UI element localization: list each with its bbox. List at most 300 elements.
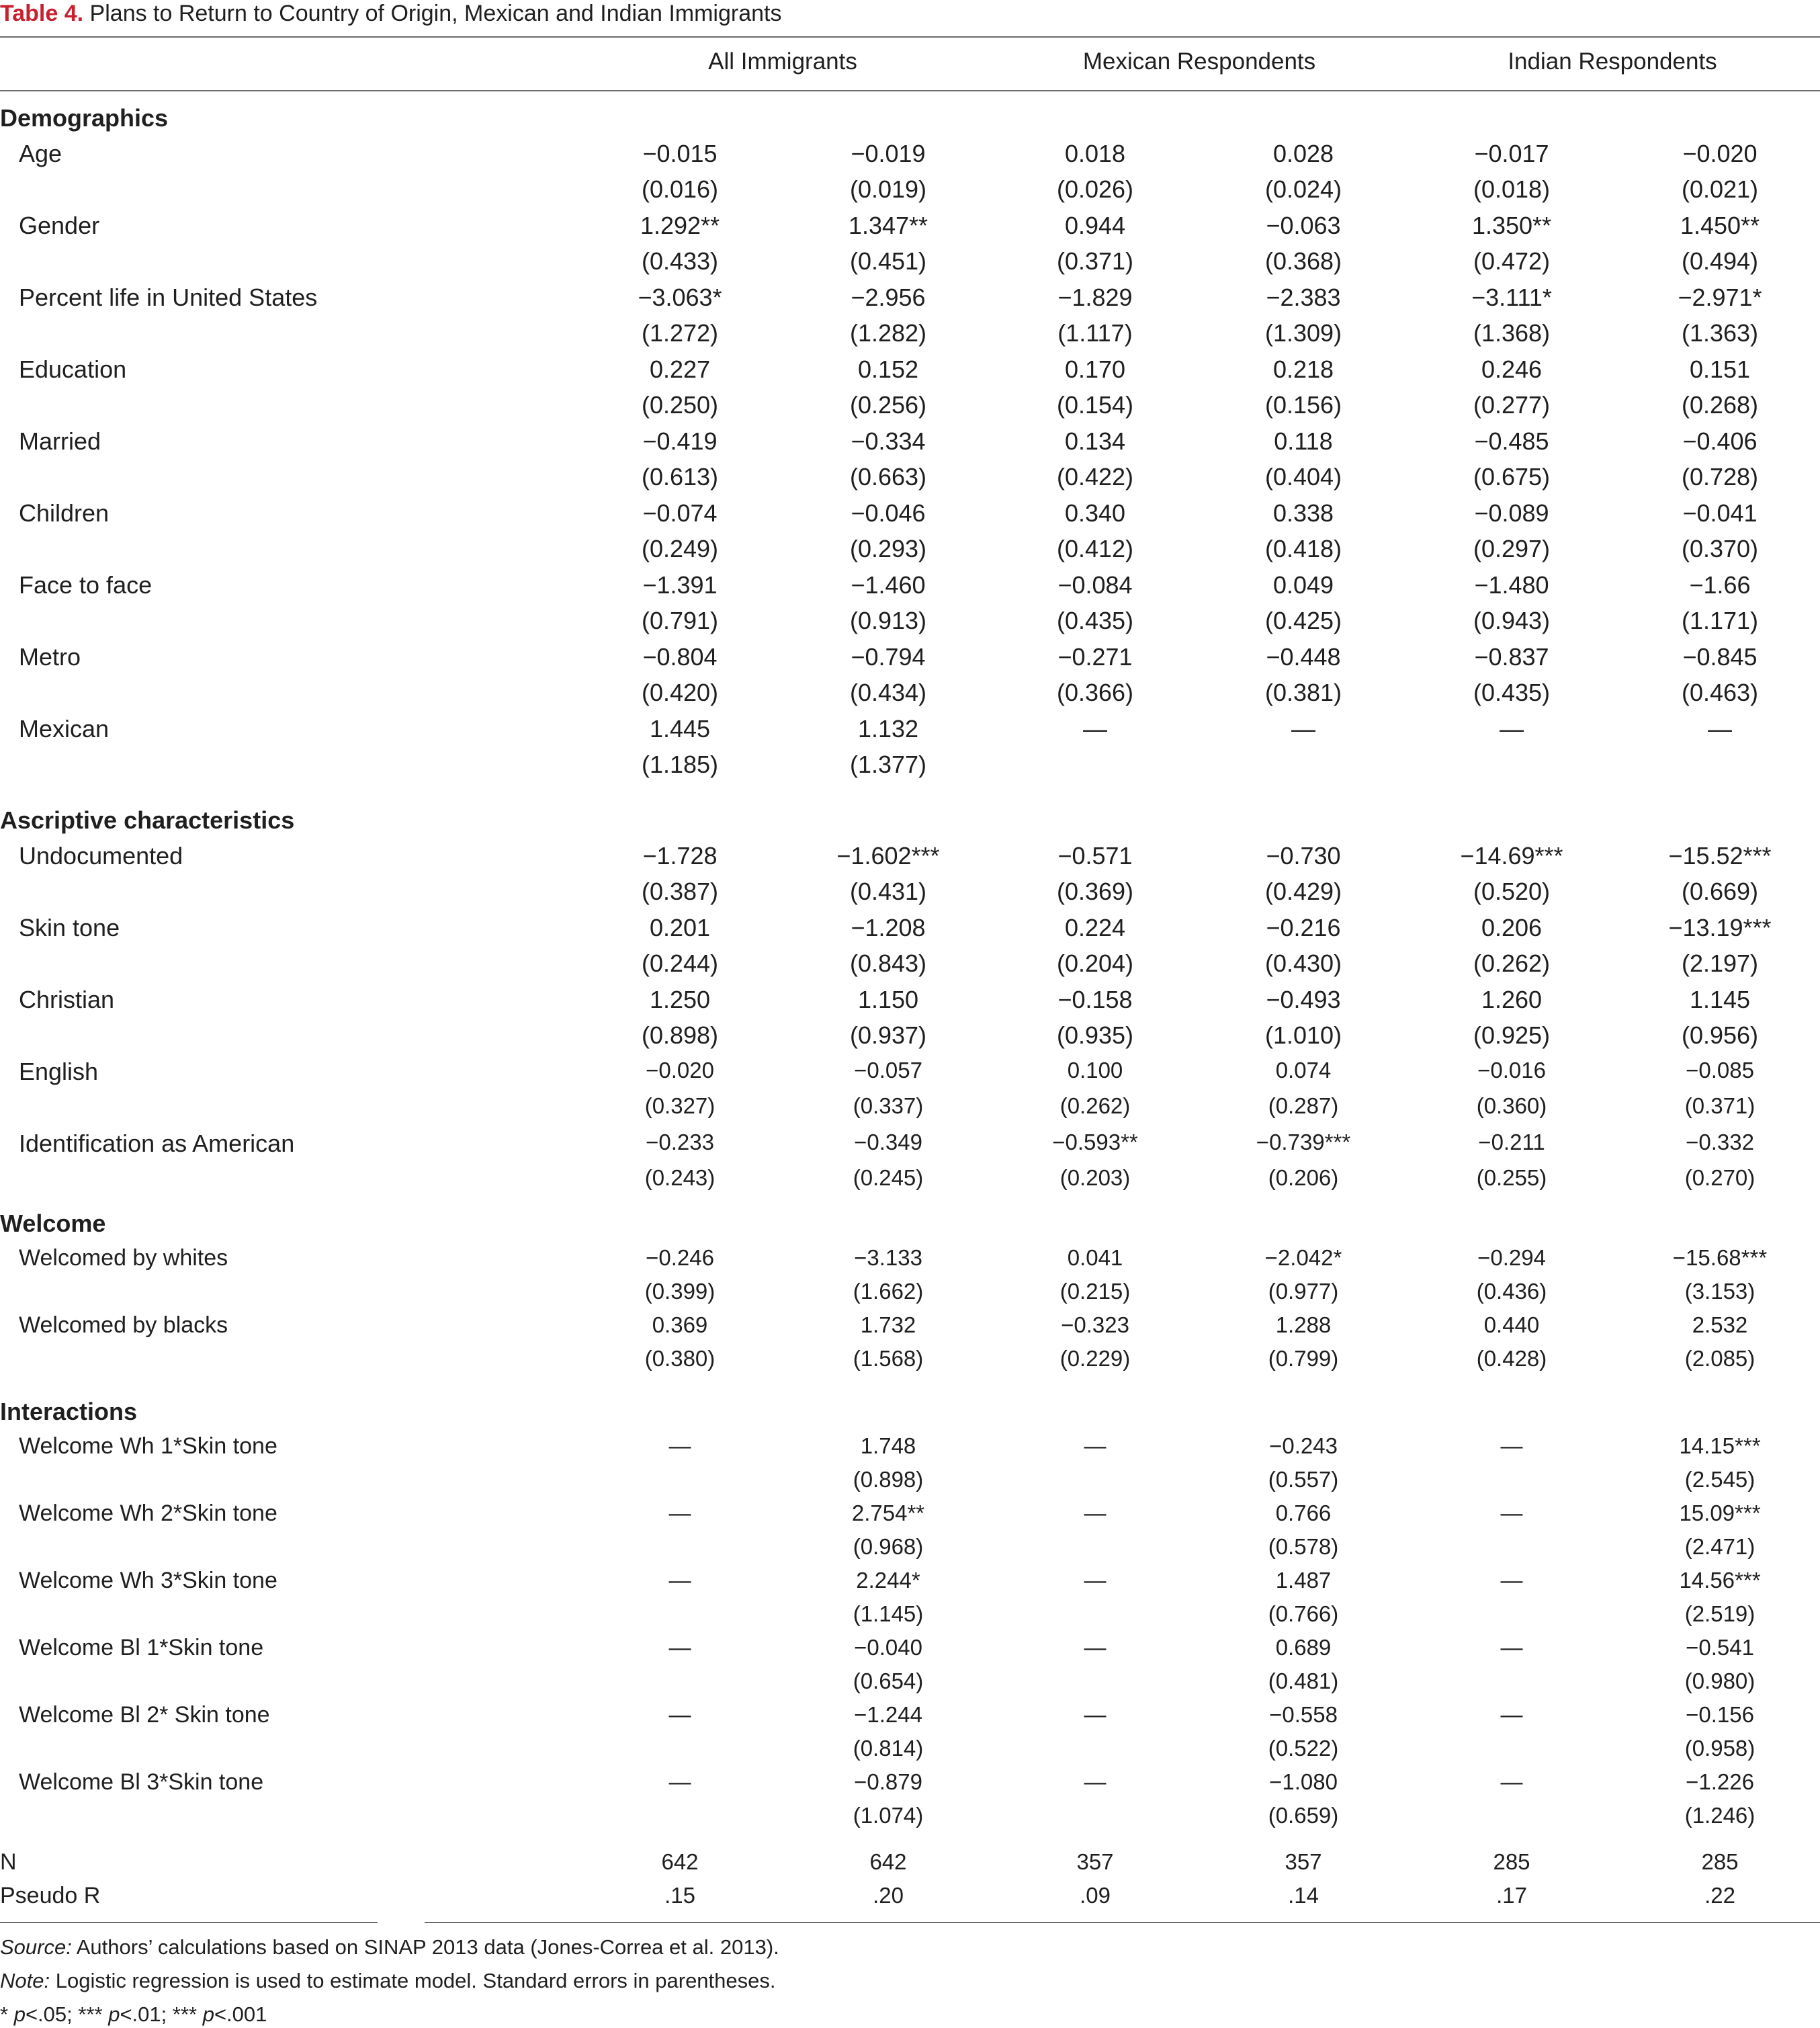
coefficient-cell: — (1500, 1702, 1523, 1727)
column-group-indian-respondents: Indian Respondents (1508, 48, 1717, 75)
coefficient-cell: −0.485 (1474, 427, 1549, 455)
bottom-rule-right (425, 1922, 1820, 1923)
standard-error-cell: (0.520) (1473, 878, 1551, 905)
standard-error-cell: (0.898) (641, 1021, 719, 1049)
coefficient-cell: −0.794 (851, 643, 926, 671)
coefficient-cell: −0.541 (1686, 1635, 1754, 1660)
section-heading: Interactions (0, 1398, 138, 1425)
coefficient-cell: −0.019 (851, 140, 926, 167)
standard-error-cell: (1.246) (1684, 1803, 1756, 1828)
standard-error-cell: (0.494) (1681, 247, 1759, 275)
coefficient-cell: −1.66 (1689, 571, 1751, 599)
sig-p: p (202, 2002, 214, 2026)
coefficient-cell: −0.015 (642, 140, 718, 167)
coefficient-cell: 0.018 (1064, 140, 1126, 167)
standard-error-cell: (0.297) (1473, 535, 1551, 562)
row-label: Gender (19, 212, 100, 239)
coefficient-cell: −0.158 (1057, 986, 1133, 1013)
coefficient-cell: −0.493 (1266, 986, 1341, 1013)
standard-error-cell: (0.728) (1681, 463, 1759, 491)
standard-error-cell: (2.197) (1681, 949, 1759, 977)
standard-error-cell: (0.814) (853, 1736, 924, 1761)
coefficient-cell: −0.020 (1682, 140, 1758, 167)
row-label: Married (19, 427, 101, 455)
coefficient-cell: — (1084, 1635, 1107, 1660)
note-text: Logistic regression is used to estimate model. Standard errors in parentheses. (50, 1969, 776, 1992)
coefficient-cell: — (1084, 1501, 1107, 1525)
coefficient-cell: −0.063 (1266, 212, 1341, 239)
standard-error-cell: (0.766) (1268, 1601, 1339, 1626)
bottom-rule-left (0, 1922, 378, 1923)
source-note (0, 1935, 779, 1959)
coefficient-cell: −15.68*** (1672, 1245, 1768, 1270)
coefficient-cell: −0.419 (642, 427, 718, 455)
standard-error-cell: (0.370) (1681, 535, 1759, 562)
summary-cell: .20 (873, 1883, 904, 1908)
coefficient-cell: −1.244 (854, 1702, 922, 1727)
sig-p: p (108, 2002, 120, 2026)
column-group-all-immigrants: All Immigrants (708, 48, 857, 75)
coefficient-cell: — (668, 1568, 691, 1593)
standard-error-cell: (1.117) (1057, 319, 1133, 347)
coefficient-cell: 0.944 (1064, 212, 1126, 239)
standard-error-cell: (0.256) (849, 391, 927, 419)
standard-error-cell: (1.568) (853, 1346, 924, 1371)
coefficient-cell: 14.56*** (1679, 1568, 1761, 1593)
coefficient-cell: 1.150 (857, 986, 919, 1013)
standard-error-cell: (0.463) (1681, 679, 1759, 706)
coefficient-cell: 0.340 (1064, 499, 1126, 527)
standard-error-cell: (0.425) (1264, 607, 1342, 634)
row-label: Children (19, 499, 110, 527)
summary-cell: .15 (664, 1883, 695, 1908)
coefficient-cell: — (1084, 1433, 1107, 1458)
section-heading: Welcome (0, 1210, 106, 1237)
standard-error-cell: (0.404) (1264, 463, 1342, 491)
coefficient-cell: — (1500, 1433, 1523, 1458)
standard-error-cell: (1.662) (853, 1279, 924, 1304)
coefficient-cell: 0.100 (1067, 1058, 1123, 1083)
standard-error-cell: (0.262) (1473, 949, 1551, 977)
standard-error-cell: (0.399) (644, 1279, 716, 1304)
row-label: Welcome Wh 2*Skin tone (19, 1501, 277, 1526)
standard-error-cell: (0.428) (1476, 1346, 1547, 1371)
standard-error-cell: (0.369) (1056, 878, 1134, 905)
coefficient-cell: 0.074 (1275, 1058, 1332, 1083)
table-title: Plans to Return to Country of Origin, Mexican and Indian Immigrants (89, 1, 782, 26)
coefficient-cell: −0.593** (1052, 1130, 1138, 1154)
coefficient-cell: 1.145 (1689, 986, 1751, 1013)
standard-error-cell: (0.422) (1056, 463, 1134, 491)
standard-error-cell: (0.436) (1476, 1279, 1547, 1304)
standard-error-cell: (2.085) (1684, 1346, 1756, 1371)
summary-cell: .09 (1080, 1883, 1111, 1908)
coefficient-cell: 0.689 (1275, 1635, 1332, 1660)
sig-threshold: <.05; (25, 2002, 79, 2026)
standard-error-cell: (0.244) (641, 949, 719, 977)
coefficient-cell: −1.460 (851, 571, 926, 599)
coefficient-cell: −1.080 (1269, 1769, 1338, 1794)
coefficient-cell: 0.041 (1067, 1245, 1123, 1270)
coefficient-cell: 1.347** (848, 212, 928, 239)
coefficient-cell: — (668, 1769, 691, 1794)
coefficient-cell: −0.243 (1269, 1433, 1338, 1458)
summary-cell: 642 (869, 1849, 907, 1874)
summary-cell: 357 (1285, 1849, 1322, 1874)
standard-error-cell: (0.249) (641, 535, 719, 562)
standard-error-cell: (2.519) (1684, 1601, 1756, 1626)
coefficient-cell: −0.084 (1057, 571, 1133, 599)
coefficient-cell: — (668, 1501, 691, 1525)
standard-error-cell: (0.215) (1059, 1279, 1131, 1304)
coefficient-cell: 0.338 (1272, 499, 1334, 527)
sig-mark: *** (78, 2002, 109, 2026)
coefficient-cell: 15.09*** (1679, 1501, 1761, 1525)
standard-error-cell: (0.675) (1473, 463, 1551, 491)
coefficient-cell: — (1084, 1769, 1107, 1794)
coefficient-cell: 0.028 (1272, 140, 1334, 167)
standard-error-cell: (0.381) (1264, 679, 1342, 706)
coefficient-cell: −2.971* (1678, 284, 1762, 311)
coefficient-cell: −13.19*** (1668, 914, 1772, 941)
sig-threshold: <.001 (214, 2002, 267, 2026)
coefficient-cell: — (1500, 715, 1524, 743)
standard-error-cell: (0.613) (641, 463, 719, 491)
coefficient-cell: 1.445 (649, 715, 711, 743)
coefficient-cell: 2.754** (851, 1501, 925, 1525)
standard-error-cell: (0.154) (1056, 391, 1134, 419)
row-label: Welcome Bl 2* Skin tone (19, 1702, 270, 1728)
coefficient-cell: −0.448 (1266, 643, 1341, 671)
coefficient-cell: — (1500, 1501, 1523, 1525)
row-label: Welcome Wh 1*Skin tone (19, 1433, 277, 1459)
coefficient-cell: — (1291, 715, 1315, 743)
standard-error-cell: (0.958) (1684, 1736, 1756, 1761)
coefficient-cell: −15.52*** (1668, 842, 1772, 870)
standard-error-cell: (0.791) (641, 607, 719, 634)
summary-label: N (0, 1849, 17, 1875)
coefficient-cell: — (1500, 1769, 1523, 1794)
standard-error-cell: (1.363) (1681, 319, 1759, 347)
coefficient-cell: −0.057 (854, 1058, 922, 1083)
table-number: Table 4. (0, 1, 84, 26)
standard-error-cell: (0.412) (1056, 535, 1134, 562)
standard-error-cell: (0.429) (1264, 878, 1342, 905)
standard-error-cell: (0.380) (644, 1346, 716, 1371)
coefficient-cell: 1.732 (860, 1312, 916, 1337)
standard-error-cell: (0.433) (641, 247, 719, 275)
coefficient-cell: 1.260 (1481, 986, 1543, 1013)
coefficient-cell: 0.134 (1064, 427, 1126, 455)
row-label: Welcome Bl 1*Skin tone (19, 1635, 264, 1660)
coefficient-cell: 0.440 (1483, 1312, 1540, 1337)
coefficient-cell: — (1083, 715, 1107, 743)
standard-error-cell: (1.377) (849, 751, 927, 778)
standard-error-cell: (0.843) (849, 949, 927, 977)
standard-error-cell: (0.371) (1056, 247, 1134, 275)
row-label: Face to face (19, 571, 153, 599)
coefficient-cell: 1.748 (860, 1433, 916, 1458)
coefficient-cell: 1.487 (1275, 1568, 1332, 1593)
standard-error-cell: (0.204) (1056, 949, 1134, 977)
row-label: Education (19, 355, 127, 383)
standard-error-cell: (0.293) (849, 535, 927, 562)
coefficient-cell: — (1500, 1635, 1523, 1660)
coefficient-cell: — (668, 1433, 691, 1458)
standard-error-cell: (2.471) (1684, 1534, 1756, 1559)
standard-error-cell: (0.016) (641, 175, 719, 203)
coefficient-cell: −0.730 (1266, 842, 1341, 870)
summary-cell: 357 (1076, 1849, 1114, 1874)
standard-error-cell: (0.287) (1268, 1093, 1339, 1118)
standard-error-cell: (0.557) (1268, 1467, 1339, 1492)
sig-p: p (13, 2002, 26, 2026)
coefficient-cell: — (668, 1702, 691, 1727)
summary-cell: .17 (1496, 1883, 1527, 1908)
coefficient-cell: 0.224 (1064, 914, 1126, 941)
coefficient-cell: −0.837 (1474, 643, 1549, 671)
coefficient-cell: −1.829 (1057, 284, 1133, 311)
standard-error-cell: (0.245) (853, 1165, 924, 1190)
standard-error-cell: (1.010) (1264, 1021, 1342, 1049)
coefficient-cell: 1.132 (857, 715, 919, 743)
standard-error-cell: (0.434) (849, 679, 927, 706)
coefficient-cell: −1.480 (1474, 571, 1549, 599)
coefficient-cell: 1.350** (1471, 212, 1552, 239)
standard-error-cell: (2.545) (1684, 1467, 1756, 1492)
coefficient-cell: −0.571 (1057, 842, 1133, 870)
coefficient-cell: −0.156 (1686, 1702, 1754, 1727)
coefficient-cell: −2.956 (851, 284, 926, 311)
coefficient-cell: −1.208 (851, 914, 926, 941)
note-label: Note: (0, 1969, 50, 1992)
coefficient-cell: — (1084, 1702, 1107, 1727)
standard-error-cell: (0.956) (1681, 1021, 1759, 1049)
row-label: Age (19, 140, 62, 167)
coefficient-cell: −0.216 (1266, 914, 1341, 941)
standard-error-cell: (0.277) (1473, 391, 1551, 419)
coefficient-cell: 0.152 (857, 355, 919, 383)
coefficient-cell: 1.250 (649, 986, 711, 1013)
standard-error-cell: (0.430) (1264, 949, 1342, 977)
coefficient-cell: 14.15*** (1679, 1433, 1761, 1458)
standard-error-cell: (0.472) (1473, 247, 1551, 275)
coefficient-cell: −0.804 (642, 643, 718, 671)
standard-error-cell: (0.368) (1264, 247, 1342, 275)
header-rule (0, 90, 1820, 91)
standard-error-cell: (0.018) (1473, 175, 1551, 203)
coefficient-cell: −14.69*** (1460, 842, 1563, 870)
standard-error-cell: (0.669) (1681, 878, 1759, 905)
method-note (0, 1969, 776, 1993)
coefficient-cell: 0.766 (1275, 1501, 1332, 1525)
standard-error-cell: (0.360) (1476, 1093, 1547, 1118)
row-label: Metro (19, 643, 81, 671)
standard-error-cell: (1.272) (641, 319, 719, 347)
standard-error-cell: (0.262) (1059, 1093, 1131, 1118)
coefficient-cell: 0.170 (1064, 355, 1126, 383)
standard-error-cell: (1.145) (853, 1601, 924, 1626)
section-heading: Ascriptive characteristics (0, 806, 295, 834)
coefficient-cell: −0.558 (1269, 1702, 1338, 1727)
standard-error-cell: (0.913) (849, 607, 927, 634)
coefficient-cell: −0.041 (1682, 499, 1758, 527)
coefficient-cell: 0.118 (1274, 427, 1333, 455)
coefficient-cell: 0.201 (649, 914, 711, 941)
coefficient-cell: — (1084, 1568, 1107, 1593)
standard-error-cell: (0.021) (1681, 175, 1759, 203)
coefficient-cell: 1.450** (1680, 212, 1760, 239)
standard-error-cell: (0.977) (1268, 1279, 1339, 1304)
standard-error-cell: (0.024) (1264, 175, 1342, 203)
coefficient-cell: −1.391 (642, 571, 718, 599)
coefficient-cell: −3.063* (638, 284, 722, 311)
coefficient-cell: −0.089 (1474, 499, 1549, 527)
coefficient-cell: −1.602*** (836, 842, 940, 870)
coefficient-cell: — (668, 1635, 691, 1660)
coefficient-cell: −0.845 (1682, 643, 1758, 671)
row-label: Welcomed by blacks (19, 1312, 228, 1338)
standard-error-cell: (0.371) (1684, 1093, 1756, 1118)
row-label: Undocumented (19, 842, 183, 870)
summary-cell: 285 (1493, 1849, 1530, 1874)
standard-error-cell: (0.243) (644, 1165, 716, 1190)
standard-error-cell: (0.019) (849, 175, 927, 203)
coefficient-cell: 0.151 (1689, 355, 1751, 383)
coefficient-cell: 0.206 (1481, 914, 1543, 941)
standard-error-cell: (0.898) (853, 1467, 924, 1492)
coefficient-cell: −0.020 (646, 1058, 714, 1083)
row-label: Identification as American (19, 1130, 295, 1157)
sig-threshold: <.01; (120, 2002, 173, 2026)
standard-error-cell: (1.074) (853, 1803, 924, 1828)
standard-error-cell: (0.578) (1268, 1534, 1339, 1559)
sig-mark: * (0, 2002, 14, 2026)
coefficient-cell: 0.049 (1272, 571, 1334, 599)
summary-label: Pseudo R (0, 1883, 101, 1908)
standard-error-cell: (0.435) (1473, 679, 1551, 706)
standard-error-cell: (1.309) (1264, 319, 1342, 347)
standard-error-cell: (0.250) (641, 391, 719, 419)
coefficient-cell: −0.016 (1477, 1058, 1546, 1083)
coefficient-cell: −0.323 (1061, 1312, 1129, 1337)
coefficient-cell: −2.383 (1266, 284, 1341, 311)
coefficient-cell: −0.406 (1682, 427, 1758, 455)
coefficient-cell: −0.332 (1686, 1130, 1754, 1154)
coefficient-cell: −0.074 (642, 499, 718, 527)
standard-error-cell: (1.282) (849, 319, 927, 347)
standard-error-cell: (1.185) (641, 751, 719, 778)
standard-error-cell: (0.255) (1476, 1165, 1547, 1190)
coefficient-cell: 0.218 (1272, 355, 1334, 383)
top-rule (0, 36, 1820, 38)
summary-cell: 285 (1701, 1849, 1739, 1874)
standard-error-cell: (0.203) (1059, 1165, 1131, 1190)
standard-error-cell: (0.270) (1684, 1165, 1756, 1190)
column-group-mexican-respondents: Mexican Respondents (1082, 48, 1316, 75)
coefficient-cell: −3.111* (1471, 284, 1552, 311)
coefficient-cell: −0.017 (1474, 140, 1549, 167)
coefficient-cell: −2.042* (1264, 1245, 1342, 1270)
standard-error-cell: (0.387) (641, 878, 719, 905)
coefficient-cell: −0.271 (1057, 643, 1133, 671)
coefficient-cell: 1.288 (1275, 1312, 1332, 1337)
standard-error-cell: (3.153) (1684, 1279, 1756, 1304)
coefficient-cell: −0.349 (854, 1130, 922, 1154)
coefficient-cell: −0.040 (854, 1635, 922, 1660)
coefficient-cell: −1.226 (1686, 1769, 1754, 1794)
standard-error-cell: (0.268) (1681, 391, 1759, 419)
standard-error-cell: (0.522) (1268, 1736, 1339, 1761)
standard-error-cell: (0.980) (1684, 1668, 1756, 1693)
row-label: Welcome Bl 3*Skin tone (19, 1769, 264, 1795)
coefficient-cell: 0.369 (652, 1312, 708, 1337)
coefficient-cell: −0.739*** (1256, 1130, 1351, 1154)
standard-error-cell: (0.206) (1268, 1165, 1339, 1190)
coefficient-cell: — (1708, 715, 1732, 743)
standard-error-cell: (0.229) (1059, 1346, 1131, 1371)
coefficient-cell: — (1500, 1568, 1523, 1593)
standard-error-cell: (0.481) (1268, 1668, 1339, 1693)
coefficient-cell: 1.292** (640, 212, 720, 239)
coefficient-cell: −0.085 (1686, 1058, 1754, 1083)
row-label: Mexican (19, 715, 110, 743)
coefficient-cell: −1.728 (642, 842, 718, 870)
source-text: Authors’ calculations based on SINAP 2013 data (Jones-Correa et al. 2013). (71, 1935, 779, 1959)
standard-error-cell: (0.937) (849, 1021, 927, 1049)
coefficient-cell: −0.879 (854, 1769, 922, 1794)
standard-error-cell: (0.968) (853, 1534, 924, 1559)
coefficient-cell: 0.227 (649, 355, 711, 383)
coefficient-cell: 2.532 (1692, 1312, 1748, 1337)
standard-error-cell: (0.420) (641, 679, 719, 706)
standard-error-cell: (1.171) (1681, 607, 1759, 634)
standard-error-cell: (0.935) (1056, 1021, 1134, 1049)
standard-error-cell: (1.368) (1473, 319, 1551, 347)
standard-error-cell: (0.327) (644, 1093, 716, 1118)
standard-error-cell: (0.654) (853, 1668, 924, 1693)
standard-error-cell: (0.431) (849, 878, 927, 905)
standard-error-cell: (0.663) (849, 463, 927, 491)
row-label: English (19, 1058, 99, 1085)
row-label: Skin tone (19, 914, 120, 941)
summary-cell: .22 (1704, 1883, 1735, 1908)
standard-error-cell: (0.451) (849, 247, 927, 275)
standard-error-cell: (0.337) (853, 1093, 924, 1118)
row-label: Christian (19, 986, 115, 1013)
coefficient-cell: −0.334 (851, 427, 926, 455)
coefficient-cell: 0.246 (1481, 355, 1543, 383)
standard-error-cell: (0.026) (1056, 175, 1134, 203)
coefficient-cell: 2.244* (856, 1568, 920, 1593)
section-heading: Demographics (0, 104, 169, 132)
standard-error-cell: (0.418) (1264, 535, 1342, 562)
coefficient-cell: −0.046 (851, 499, 926, 527)
coefficient-cell: −0.233 (646, 1130, 714, 1154)
coefficient-cell: −0.294 (1477, 1245, 1546, 1270)
summary-cell: 642 (661, 1849, 699, 1874)
standard-error-cell: (0.925) (1473, 1021, 1551, 1049)
coefficient-cell: −3.133 (854, 1245, 922, 1270)
standard-error-cell: (0.799) (1268, 1346, 1339, 1371)
standard-error-cell: (0.943) (1473, 607, 1551, 634)
standard-error-cell: (0.659) (1268, 1803, 1339, 1828)
row-label: Percent life in United States (19, 284, 318, 311)
row-label: Welcomed by whites (19, 1245, 228, 1271)
coefficient-cell: −0.211 (1478, 1130, 1545, 1154)
source-label: Source: (0, 1935, 72, 1959)
summary-cell: .14 (1288, 1883, 1319, 1908)
